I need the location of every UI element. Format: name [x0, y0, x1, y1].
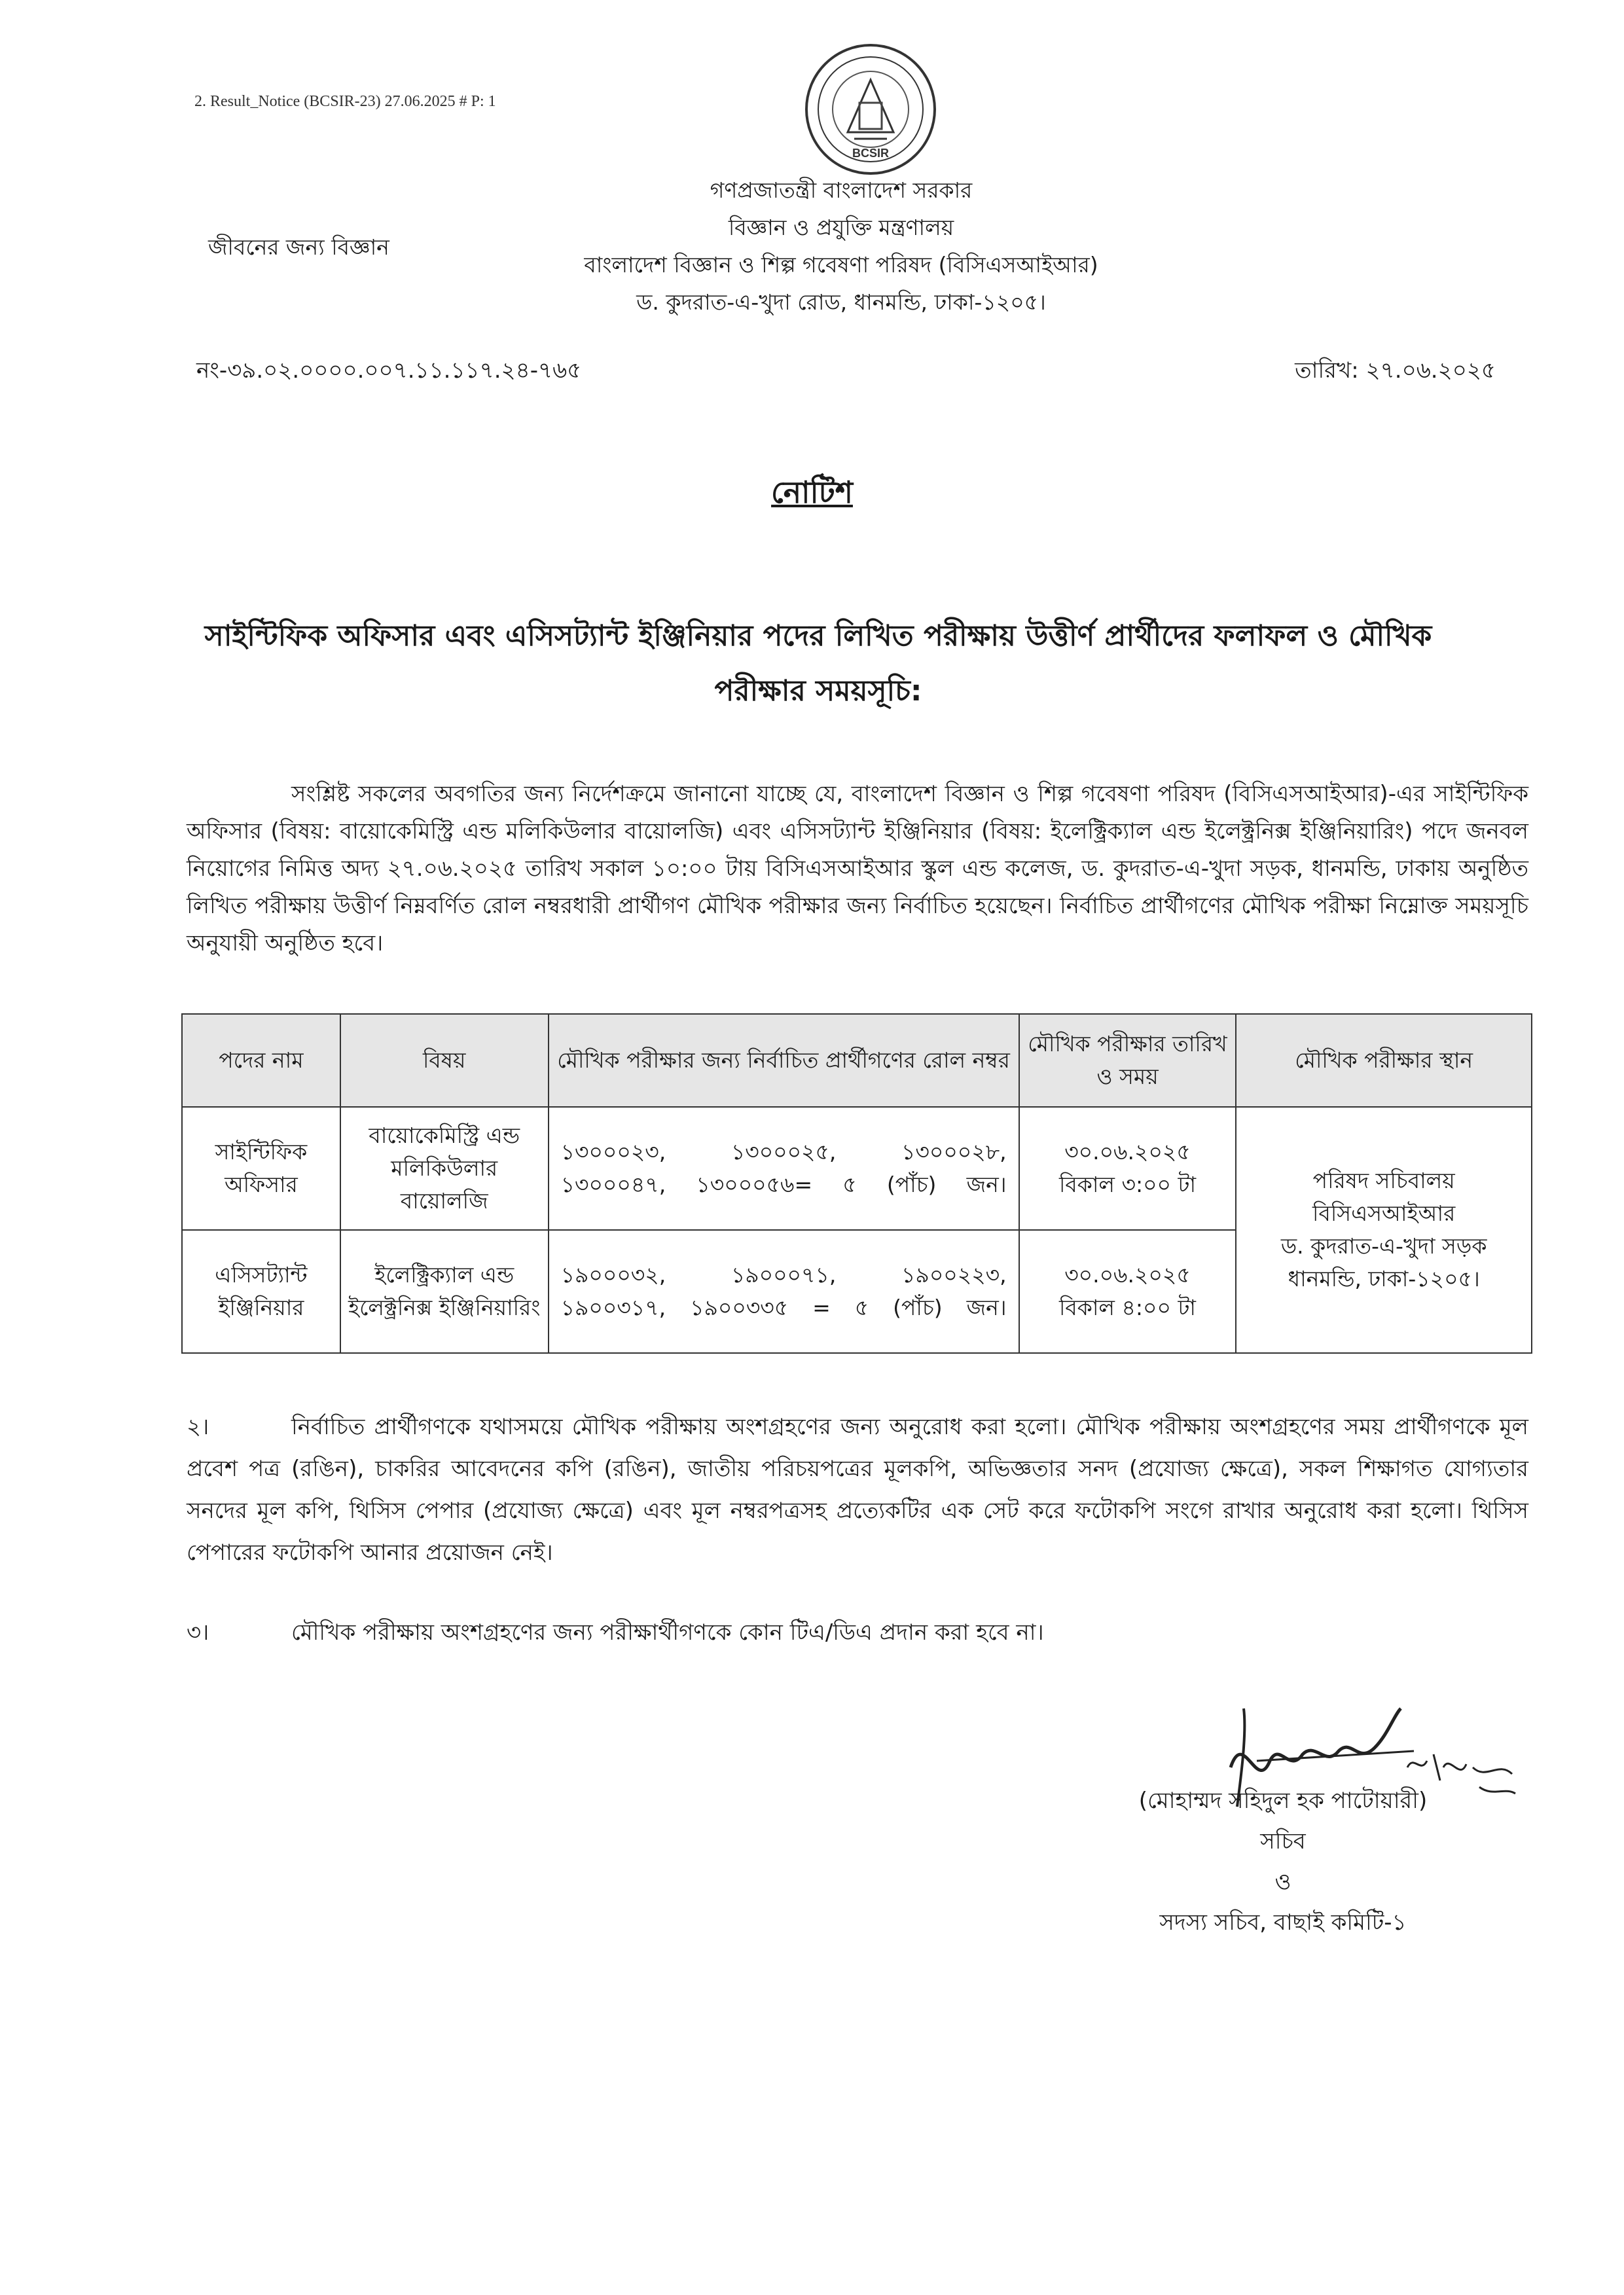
paragraph-2-text: নির্বাচিত প্রার্থীগণকে যথাসময়ে মৌখিক পরীক্ষায় অংশগ্রহণের জন্য অনুরোধ করা হলো। মৌখিক পরীক্ষায় অংশগ্রহণের সময় প্রার্থীগণকে মূল প্রবেশ পত্র (রঙিন), চাকরির আবেদনের কপি (রঙিন), জাতীয় পরিচয়পত্রের মূলকপি, অভিজ্ঞতার সনদ (প্রযোজ্য ক্ষেত্রে), সকল শিক্ষাগত যোগ্যতার সনদের মূল কপি, থিসিস পেপার (প্রযোজ্য ক্ষেত্রে) এবং মূল নম্বরপত্রসহ প্রত্যেকটির এক সেট করে ফটোকপি সংগে রাখার অনুরোধ করা হলো। থিসিস পেপারের ফটোকপি আনার প্রয়োজন নেই।: [187, 1414, 1528, 1566]
bcsir-seal-icon: [802, 41, 939, 178]
rolls-line: ১৯০০৩১৭, ১৯০০৩৩৫ = ৫ (পাঁচ) জন।: [560, 1295, 1007, 1320]
header-council: বাংলাদেশ বিজ্ঞান ও শিল্প গবেষণা পরিষদ (বিসিএসআইআর): [584, 252, 1098, 278]
cell-venue: [1236, 1107, 1532, 1353]
document-reference: 2. Result_Notice (BCSIR-23) 27.06.2025 # P: 1: [194, 93, 496, 110]
paragraph-2: [187, 1406, 1528, 1574]
header-government: গণপ্রজাতন্ত্রী বাংলাদেশ সরকার: [710, 177, 973, 203]
venue-line: পরিষদ সচিবালয়: [1312, 1168, 1455, 1193]
cell-subject: ইলেক্ট্রিক্যাল এন্ড ইলেক্ট্রনিক্স ইঞ্জিনিয়ারিং: [340, 1230, 549, 1353]
cell-rolls: [549, 1230, 1019, 1353]
cell-datetime: [1019, 1230, 1236, 1353]
signatory-committee: সদস্য সচিব, বাছাই কমিটি-১: [1159, 1909, 1407, 1936]
header-subject: বিষয়: [340, 1014, 549, 1107]
logo-text: BCSIR: [852, 147, 890, 160]
cell-datetime: [1019, 1107, 1236, 1230]
viva-date: ৩০.০৬.২০২৫: [1064, 1262, 1191, 1288]
paragraph-1: সংশ্লিষ্ট সকলের অবগতির জন্য নির্দেশক্রমে জানানো যাচ্ছে যে, বাংলাদেশ বিজ্ঞান ও শিল্প গবেষণা পরিষদ (বিসিএসআইআর)-এর সাইন্টিফিক অফিসার (বিষয়: বায়োকেমিস্ট্রি এন্ড মলিকিউলার বায়োলজি) এবং এসিসট্যান্ট ইঞ্জিনিয়ার (বিষয়: ইলেক্ট্রিক্যাল এন্ড ইলেক্ট্রনিক্স ইঞ্জিনিয়ারিং) পদে জনবল নিয়োগের নিমিত্ত অদ্য ২৭.০৬.২০২৫ তারিখ সকাল ১০:০০ টায় বিসিএসআইআর স্কুল এন্ড কলেজ, ড. কুদরাত-এ-খুদা সড়ক, ধানমন্ডি, ঢাকায় অনুষ্ঠিত লিখিত পরীক্ষায় উত্তীর্ণ নিম্নবর্ণিত রোল নম্বরধারী প্রার্থীগণ মৌখিক পরীক্ষার জন্য নির্বাচিত হয়েছেন। নির্বাচিত প্রার্থীগণের মৌখিক পরীক্ষা নিম্নোক্ত সময়সূচি অনুযায়ী অনুষ্ঠিত হবে।: [187, 781, 1528, 956]
memo-number: নং-৩৯.০২.০০০০.০০৭.১১.১১৭.২৪-৭৬৫: [196, 357, 582, 384]
header-datetime: মৌখিক পরীক্ষার তারিখ ও সময়: [1019, 1014, 1236, 1107]
signatory-conjunction: ও: [1274, 1869, 1291, 1895]
viva-time: বিকাল ৩:০০ টা: [1058, 1172, 1197, 1197]
notice-subject: সাইন্টিফিক অফিসার এবং এসিসট্যান্ট ইঞ্জিনিয়ার পদের লিখিত পরীক্ষায় উত্তীর্ণ প্রার্থীদের ফলাফল ও মৌখিক পরীক্ষার সময়সূচি:: [204, 619, 1432, 708]
rolls-line: ১৯০০০৩২, ১৯০০০৭১, ১৯০০২২৩,: [560, 1262, 1007, 1288]
notice-date: তারিখ: ২৭.০৬.২০২৫: [1295, 357, 1496, 384]
viva-date: ৩০.০৬.২০২৫: [1064, 1139, 1191, 1165]
cell-post: সাইন্টিফিক অফিসার: [182, 1107, 340, 1230]
viva-time: বিকাল ৪:০০ টা: [1058, 1295, 1196, 1320]
tagline: জীবনের জন্য বিজ্ঞান: [208, 234, 389, 260]
viva-schedule-table: [181, 1013, 1532, 1354]
cell-subject: বায়োকেমিস্ট্রি এন্ড মলিকিউলার বায়োলজি: [340, 1107, 549, 1230]
signatory-title: সচিব: [1260, 1828, 1306, 1854]
cell-rolls: [549, 1107, 1019, 1230]
signatory-block: [1034, 1780, 1532, 1943]
paragraph-3: [187, 1616, 1528, 1653]
office-header: [458, 172, 1224, 321]
header-post: পদের নাম: [182, 1014, 340, 1107]
paragraph-3-text: মৌখিক পরীক্ষায় অংশগ্রহণের জন্য পরীক্ষার্থীগণকে কোন টিএ/ডিএ প্রদান করা হবে না।: [291, 1619, 1044, 1646]
notice-title: নোটিশ: [771, 475, 853, 510]
paragraph-2-number: ২।: [187, 1414, 209, 1440]
venue-line: ধানমন্ডি, ঢাকা-১২০৫।: [1288, 1266, 1480, 1292]
header-ministry: বিজ্ঞান ও প্রযুক্তি মন্ত্রণালয়: [728, 215, 954, 240]
table-header-row: [182, 1014, 1532, 1107]
venue-line: বিসিএসআইআর: [1312, 1201, 1456, 1226]
rolls-line: ১৩০০০২৩, ১৩০০০২৫, ১৩০০০২৮,: [560, 1139, 1007, 1165]
paragraph-3-number: ৩।: [187, 1619, 209, 1646]
header-venue: মৌখিক পরীক্ষার স্থান: [1236, 1014, 1532, 1107]
cell-post: এসিসট্যান্ট ইঞ্জিনিয়ার: [182, 1230, 340, 1353]
venue-line: ড. কুদরাত-এ-খুদা সড়ক: [1280, 1233, 1487, 1259]
header-rolls: মৌখিক পরীক্ষার জন্য নির্বাচিত প্রার্থীগণের রোল নম্বর: [549, 1014, 1019, 1107]
header-address: ড. কুদরাত-এ-খুদা রোড, ধানমন্ডি, ঢাকা-১২০৫।: [636, 289, 1046, 315]
rolls-line: ১৩০০০৪৭, ১৩০০০৫৬= ৫ (পাঁচ) জন।: [560, 1172, 1007, 1197]
table-row: [182, 1107, 1532, 1230]
signatory-name: (মোহাম্মদ সহিদুল হক পাটোয়ারী): [1138, 1788, 1428, 1814]
